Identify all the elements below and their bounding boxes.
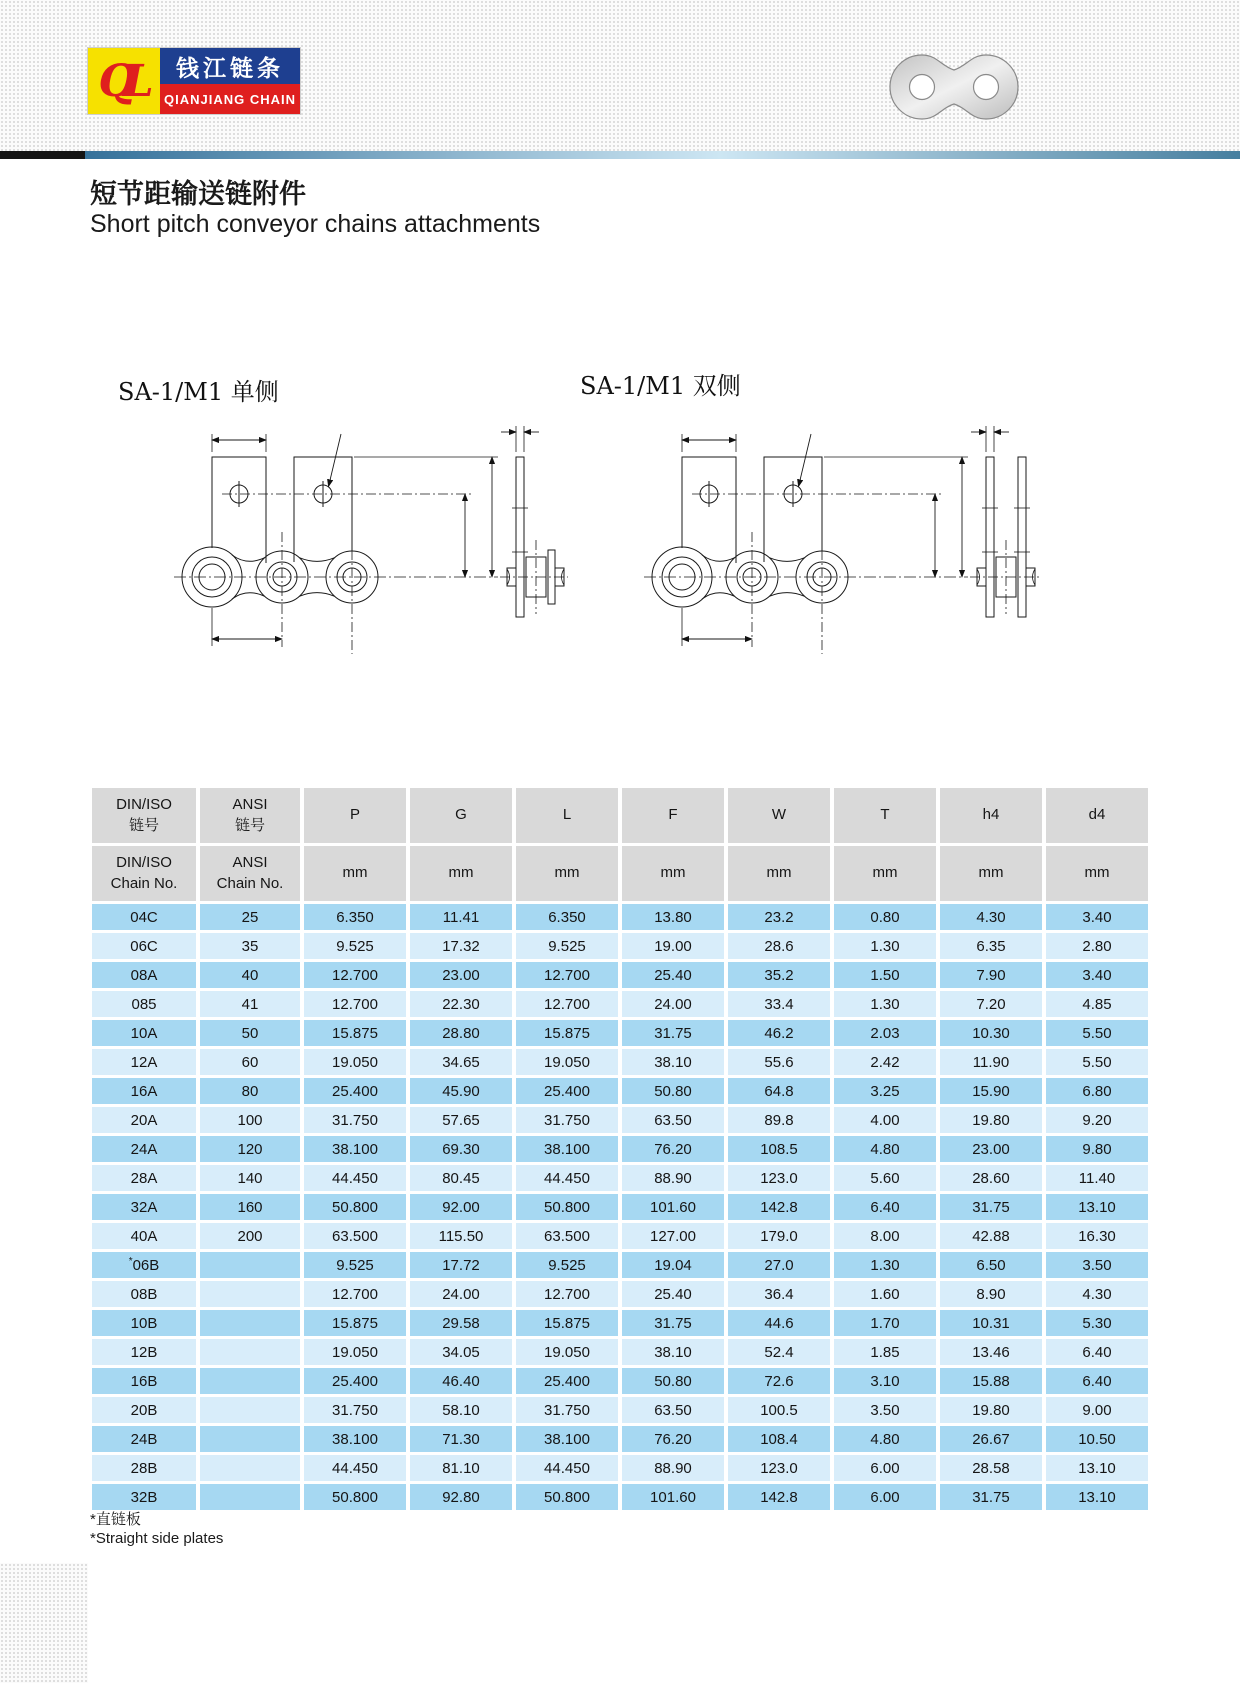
cell-value: 1.30 [834,933,936,959]
table-row [92,1310,1148,1336]
cell-value: 69.30 [410,1136,512,1162]
cell-ansi [200,1368,300,1394]
cell-value: 27.0 [728,1252,830,1278]
cell-value: 23.2 [728,904,830,930]
bottom-texture [0,1563,88,1683]
cell-din-iso: 16A [92,1078,196,1104]
cell-value: 89.8 [728,1107,830,1133]
cell-ansi: 200 [200,1223,300,1249]
unit-cell: mm [410,846,512,901]
cell-value: 31.75 [940,1484,1042,1510]
cell-value: 3.40 [1046,962,1148,988]
cell-value: 76.20 [622,1136,724,1162]
cell-din-iso: 06C [92,933,196,959]
table-row [92,1078,1148,1104]
cell-value: 92.80 [410,1484,512,1510]
col-header-dim-p: P [304,788,406,843]
cell-value: 44.6 [728,1310,830,1336]
unit-cell: mm [1046,846,1148,901]
cell-value: 9.525 [516,1252,618,1278]
cell-value: 9.525 [304,933,406,959]
cell-din-iso: 10A [92,1020,196,1046]
col-header-dim-h4: h4 [940,788,1042,843]
cell-value: 38.100 [516,1136,618,1162]
cell-value: 25.40 [622,962,724,988]
cell-value: 46.2 [728,1020,830,1046]
cell-din-iso: 12A [92,1049,196,1075]
cell-value: 45.90 [410,1078,512,1104]
cell-din-iso: 085 [92,991,196,1017]
col-header-line: DIN/ISO [116,854,172,872]
cell-din-iso: 32B [92,1484,196,1510]
col-header-line: 链号 [128,816,159,834]
cell-value: 31.75 [622,1020,724,1046]
cell-value: 4.80 [834,1136,936,1162]
table-row [92,1020,1148,1046]
cell-value: 42.88 [940,1223,1042,1249]
cell-ansi [200,1339,300,1365]
cell-value: 34.65 [410,1049,512,1075]
cell-ansi: 60 [200,1049,300,1075]
cell-value: 80.45 [410,1165,512,1191]
cell-value: 4.85 [1046,991,1148,1017]
table-row [92,1223,1148,1249]
cell-value: 55.6 [728,1049,830,1075]
cell-value: 24.00 [622,991,724,1017]
cell-ansi: 40 [200,962,300,988]
cell-value: 19.050 [304,1339,406,1365]
company-logo [88,48,300,114]
diagram-label-double-side: SA-1/M1 双侧 [580,372,741,400]
table-row [92,933,1148,959]
cell-value: 3.50 [1046,1252,1148,1278]
cell-value: 38.10 [622,1339,724,1365]
logo-bands [160,48,300,114]
cell-value: 12.700 [304,1281,406,1307]
cell-value: 58.10 [410,1397,512,1423]
cell-value: 6.00 [834,1484,936,1510]
cell-value: 4.00 [834,1107,936,1133]
page-title-en: Short pitch conveyor chains attachments [90,210,541,238]
cell-value: 46.40 [410,1368,512,1394]
col-header-line: 链号 [234,816,265,834]
cell-din-iso: 28A [92,1165,196,1191]
cell-din-iso: 16B [92,1368,196,1394]
cell-value: 23.00 [410,962,512,988]
cell-value: 115.50 [410,1223,512,1249]
cell-value: 3.40 [1046,904,1148,930]
col-header-line: DIN/ISO [116,796,172,814]
col-header-dim-d4: d4 [1046,788,1148,843]
cell-value: 38.100 [516,1426,618,1452]
col-header-ansi-en [200,846,300,901]
diagram-label-single-side: SA-1/M1 单侧 [118,378,279,406]
logo-brand-cn: 钱江链条 [160,48,300,84]
col-header-dim-w: W [728,788,830,843]
col-header-din-iso-en [92,846,196,901]
cell-value: 101.60 [622,1194,724,1220]
cell-value: 63.500 [304,1223,406,1249]
unit-cell: mm [516,846,618,901]
table-row [92,1368,1148,1394]
cell-value: 1.50 [834,962,936,988]
cell-din-iso: 40A [92,1223,196,1249]
table-row [92,962,1148,988]
cell-value: 63.500 [516,1223,618,1249]
cell-value: 7.20 [940,991,1042,1017]
cell-value: 5.50 [1046,1049,1148,1075]
unit-cell: mm [304,846,406,901]
cell-din-iso: 20A [92,1107,196,1133]
cell-value: 34.05 [410,1339,512,1365]
cell-value: 19.050 [516,1049,618,1075]
header-row-units [92,846,1148,901]
cell-value: 13.80 [622,904,724,930]
cell-value: 10.50 [1046,1426,1148,1452]
col-header-dim-f: F [622,788,724,843]
cell-value: 1.85 [834,1339,936,1365]
table-row [92,1107,1148,1133]
cell-value: 38.100 [304,1136,406,1162]
cell-value: 52.4 [728,1339,830,1365]
cell-value: 15.875 [304,1020,406,1046]
cell-value: 31.750 [516,1397,618,1423]
cell-value: 4.30 [940,904,1042,930]
cell-value: 4.30 [1046,1281,1148,1307]
cell-value: 6.80 [1046,1078,1148,1104]
divider-bar-blue [85,151,1240,159]
cell-value: 5.30 [1046,1310,1148,1336]
cell-value: 11.40 [1046,1165,1148,1191]
cell-value: 19.04 [622,1252,724,1278]
cell-value: 44.450 [304,1455,406,1481]
cell-value: 15.88 [940,1368,1042,1394]
unit-cell: mm [940,846,1042,901]
cell-value: 63.50 [622,1397,724,1423]
cell-value: 5.60 [834,1165,936,1191]
cell-value: 38.10 [622,1049,724,1075]
table-row [92,1426,1148,1452]
cell-value: 19.80 [940,1397,1042,1423]
cell-value: 50.800 [304,1484,406,1510]
cell-value: 12.700 [304,962,406,988]
cell-value: 26.67 [940,1426,1042,1452]
table-row [92,1252,1148,1278]
cell-value: 19.050 [516,1339,618,1365]
cell-value: 50.800 [516,1194,618,1220]
unit-cell: mm [834,846,936,901]
cell-value: 179.0 [728,1223,830,1249]
cell-value: 13.10 [1046,1455,1148,1481]
chain-plate-icon [875,38,1033,138]
cell-ansi: 140 [200,1165,300,1191]
technical-drawing-double-side [630,412,1040,657]
cell-din-iso: 24B [92,1426,196,1452]
cell-value: 15.875 [516,1310,618,1336]
cell-value: 64.8 [728,1078,830,1104]
cell-value: 6.40 [834,1194,936,1220]
cell-value: 1.30 [834,1252,936,1278]
cell-value: 50.800 [516,1484,618,1510]
cell-value: 22.30 [410,991,512,1017]
cell-value: 9.20 [1046,1107,1148,1133]
cell-value: 11.90 [940,1049,1042,1075]
cell-value: 8.90 [940,1281,1042,1307]
cell-ansi [200,1426,300,1452]
cell-value: 28.58 [940,1455,1042,1481]
cell-ansi [200,1455,300,1481]
cell-value: 2.03 [834,1020,936,1046]
cell-din-iso: 12B [92,1339,196,1365]
cell-value: 25.400 [516,1078,618,1104]
col-header-dim-g: G [410,788,512,843]
cell-din-iso: 28B [92,1455,196,1481]
cell-value: 100.5 [728,1397,830,1423]
cell-ansi [200,1484,300,1510]
cell-value: 101.60 [622,1484,724,1510]
cell-value: 12.700 [304,991,406,1017]
cell-ansi [200,1310,300,1336]
col-header-line: ANSI [232,854,268,872]
col-header-dim-l: L [516,788,618,843]
cell-value: 92.00 [410,1194,512,1220]
cell-ansi: 41 [200,991,300,1017]
cell-value: 23.00 [940,1136,1042,1162]
cell-value: 12.700 [516,991,618,1017]
cell-ansi: 35 [200,933,300,959]
cell-din-iso: 10B [92,1310,196,1336]
cell-value: 35.2 [728,962,830,988]
cell-value: 15.875 [304,1310,406,1336]
cell-value: 12.700 [516,962,618,988]
cell-value: 31.750 [304,1397,406,1423]
cell-value: 108.5 [728,1136,830,1162]
cell-value: 12.700 [516,1281,618,1307]
cell-ansi [200,1252,300,1278]
cell-value: 6.35 [940,933,1042,959]
cell-value: 7.90 [940,962,1042,988]
cell-value: 25.400 [516,1368,618,1394]
col-header-line: Chain No. [216,874,284,892]
cell-value: 33.4 [728,991,830,1017]
unit-cell: mm [622,846,724,901]
cell-value: 28.6 [728,933,830,959]
cell-value: 1.30 [834,991,936,1017]
col-header-din-iso-cn [92,788,196,843]
cell-value: 13.46 [940,1339,1042,1365]
cell-ansi: 100 [200,1107,300,1133]
cell-ansi: 25 [200,904,300,930]
cell-value: 50.80 [622,1078,724,1104]
cell-value: 72.6 [728,1368,830,1394]
cell-value: 88.90 [622,1165,724,1191]
cell-value: 9.525 [516,933,618,959]
cell-value: 31.750 [304,1107,406,1133]
header-row-labels [92,788,1148,843]
table-row [92,1455,1148,1481]
table-row [92,1339,1148,1365]
cell-value: 44.450 [516,1455,618,1481]
cell-value: 76.20 [622,1426,724,1452]
cell-value: 1.60 [834,1281,936,1307]
cell-value: 2.42 [834,1049,936,1075]
cell-value: 17.72 [410,1252,512,1278]
cell-value: 2.80 [1046,933,1148,959]
cell-value: 63.50 [622,1107,724,1133]
cell-value: 15.90 [940,1078,1042,1104]
logo-monogram: QL [88,48,160,114]
cell-value: 31.75 [940,1194,1042,1220]
cell-value: 142.8 [728,1484,830,1510]
cell-value: 3.50 [834,1397,936,1423]
table-row [92,1049,1148,1075]
table-row [92,1281,1148,1307]
cell-value: 19.050 [304,1049,406,1075]
cell-value: 88.90 [622,1455,724,1481]
cell-value: 71.30 [410,1426,512,1452]
cell-value: 0.80 [834,904,936,930]
cell-value: 142.8 [728,1194,830,1220]
table-row [92,1484,1148,1510]
cell-value: 8.00 [834,1223,936,1249]
cell-value: 13.10 [1046,1484,1148,1510]
cell-value: 108.4 [728,1426,830,1452]
cell-value: 10.31 [940,1310,1042,1336]
cell-value: 25.40 [622,1281,724,1307]
cell-din-iso: *06B [92,1252,196,1278]
cell-din-iso: 32A [92,1194,196,1220]
table-row [92,1194,1148,1220]
cell-ansi: 80 [200,1078,300,1104]
cell-value: 1.70 [834,1310,936,1336]
cell-value: 19.80 [940,1107,1042,1133]
table-row [92,904,1148,930]
cell-ansi [200,1281,300,1307]
cell-value: 9.80 [1046,1136,1148,1162]
cell-din-iso: 24A [92,1136,196,1162]
cell-value: 13.10 [1046,1194,1148,1220]
cell-value: 123.0 [728,1165,830,1191]
cell-value: 28.80 [410,1020,512,1046]
unit-cell: mm [728,846,830,901]
spec-table [88,785,1152,1513]
technical-drawing-single-side [160,412,570,657]
cell-value: 6.350 [304,904,406,930]
cell-value: 28.60 [940,1165,1042,1191]
cell-value: 6.40 [1046,1368,1148,1394]
cell-ansi: 120 [200,1136,300,1162]
logo-brand-en: QIANJIANG CHAIN [160,84,300,114]
col-header-dim-t: T [834,788,936,843]
cell-value: 15.875 [516,1020,618,1046]
cell-value: 17.32 [410,933,512,959]
cell-value: 3.10 [834,1368,936,1394]
cell-ansi: 50 [200,1020,300,1046]
cell-value: 3.25 [834,1078,936,1104]
table-row [92,1397,1148,1423]
cell-value: 29.58 [410,1310,512,1336]
footnote-cn: *直链板 [90,1511,141,1528]
cell-value: 6.50 [940,1252,1042,1278]
col-header-line: ANSI [232,796,268,814]
cell-value: 24.00 [410,1281,512,1307]
cell-ansi [200,1397,300,1423]
cell-value: 25.400 [304,1368,406,1394]
cell-value: 5.50 [1046,1020,1148,1046]
col-header-line: Chain No. [110,874,178,892]
cell-din-iso: 04C [92,904,196,930]
cell-value: 127.00 [622,1223,724,1249]
cell-value: 123.0 [728,1455,830,1481]
cell-din-iso: 08A [92,962,196,988]
cell-value: 50.80 [622,1368,724,1394]
page-title-cn: 短节距输送链附件 [90,179,306,209]
cell-value: 6.00 [834,1455,936,1481]
cell-value: 44.450 [516,1165,618,1191]
cell-value: 57.65 [410,1107,512,1133]
cell-value: 36.4 [728,1281,830,1307]
divider-bar-black [0,151,85,159]
cell-value: 9.525 [304,1252,406,1278]
table-row [92,1136,1148,1162]
cell-value: 16.30 [1046,1223,1148,1249]
col-header-ansi-cn [200,788,300,843]
cell-ansi: 160 [200,1194,300,1220]
cell-value: 50.800 [304,1194,406,1220]
table-row [92,1165,1148,1191]
cell-value: 31.75 [622,1310,724,1336]
table-row [92,991,1148,1017]
cell-value: 10.30 [940,1020,1042,1046]
cell-value: 19.00 [622,933,724,959]
cell-value: 81.10 [410,1455,512,1481]
cell-value: 38.100 [304,1426,406,1452]
cell-value: 6.40 [1046,1339,1148,1365]
cell-din-iso: 08B [92,1281,196,1307]
cell-value: 11.41 [410,904,512,930]
cell-value: 44.450 [304,1165,406,1191]
table-body [92,904,1148,1510]
cell-value: 4.80 [834,1426,936,1452]
star-marker: * [128,1256,133,1267]
cell-value: 6.350 [516,904,618,930]
cell-value: 9.00 [1046,1397,1148,1423]
cell-din-iso: 20B [92,1397,196,1423]
cell-value: 25.400 [304,1078,406,1104]
cell-value: 31.750 [516,1107,618,1133]
spec-table-head [92,788,1148,901]
footnote-en: *Straight side plates [90,1530,224,1547]
